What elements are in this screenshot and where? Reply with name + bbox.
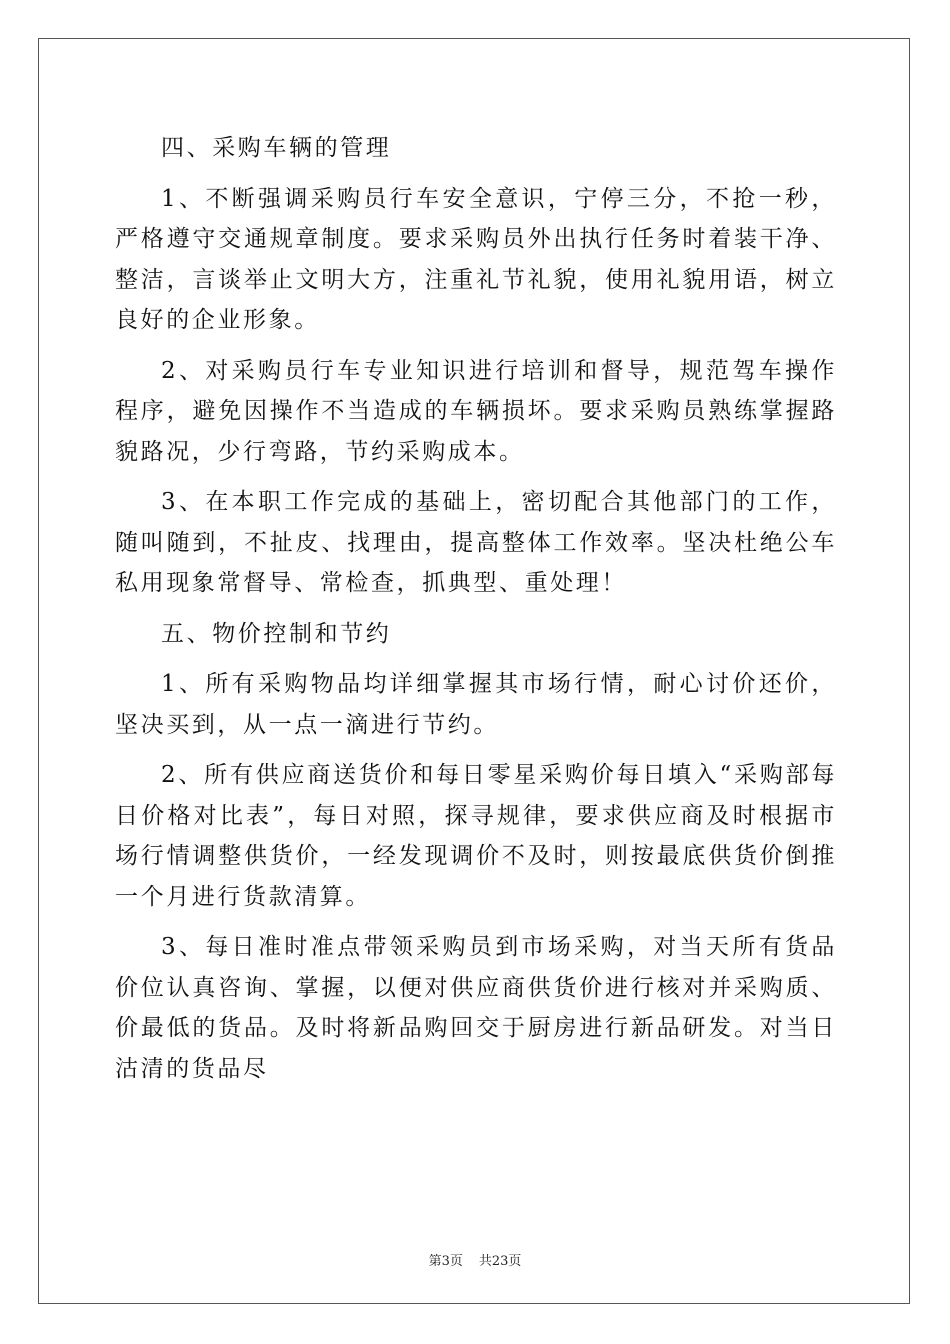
paragraph: 3、每日准时准点带领采购员到市场采购，对当天所有货品价位认真咨询、掌握，以便对供应商供货价进行核对并采购质、价最低的货品。及时将新品购回交于厨房进行新品研发。对当日沽清的货品尽 — [115, 934, 837, 1082]
page-footer — [0, 1250, 950, 1269]
paragraph: 2、所有供应商送货价和每日零星采购价每日填入“采购部每日价格对比表”，每日对照，探寻规律，要求供应商及时根据市场行情调整供货价，一经发现调价不及时，则按最底供货价倒推一个月进行货款清算。 — [115, 762, 837, 910]
section-heading: 五、物价控制和节约 — [161, 620, 392, 647]
section-heading: 四、采购车辆的管理 — [161, 135, 392, 161]
paragraph: 1、不断强调采购员行车安全意识，宁停三分，不抢一秒，严格遵守交通规章制度。要求采购员外出执行任务时着装干净、整洁，言谈举止文明大方，注重礼节礼貌，使用礼貌用语，树立良好的企业形象。 — [115, 185, 837, 333]
page-number: 第3页 — [428, 1254, 463, 1269]
page-total: 共23页 — [478, 1254, 522, 1269]
paragraph: 1、所有采购物品均详细掌握其市场行情，耐心讨价还价，坚决买到，从一点一滴进行节约。 — [115, 671, 837, 738]
paragraph: 2、对采购员行车专业知识进行培训和督导，规范驾车操作程序，避免因操作不当造成的车辆损坏。要求采购员熟练掌握路貌路况，少行弯路，节约采购成本。 — [115, 357, 837, 465]
document-body — [115, 128, 837, 1099]
paragraph: 3、在本职工作完成的基础上，密切配合其他部门的工作，随叫随到，不扯皮、找理由，提高整体工作效率。坚决杜绝公车私用现象常督导、常检查，抓典型、重处理！ — [115, 489, 837, 596]
